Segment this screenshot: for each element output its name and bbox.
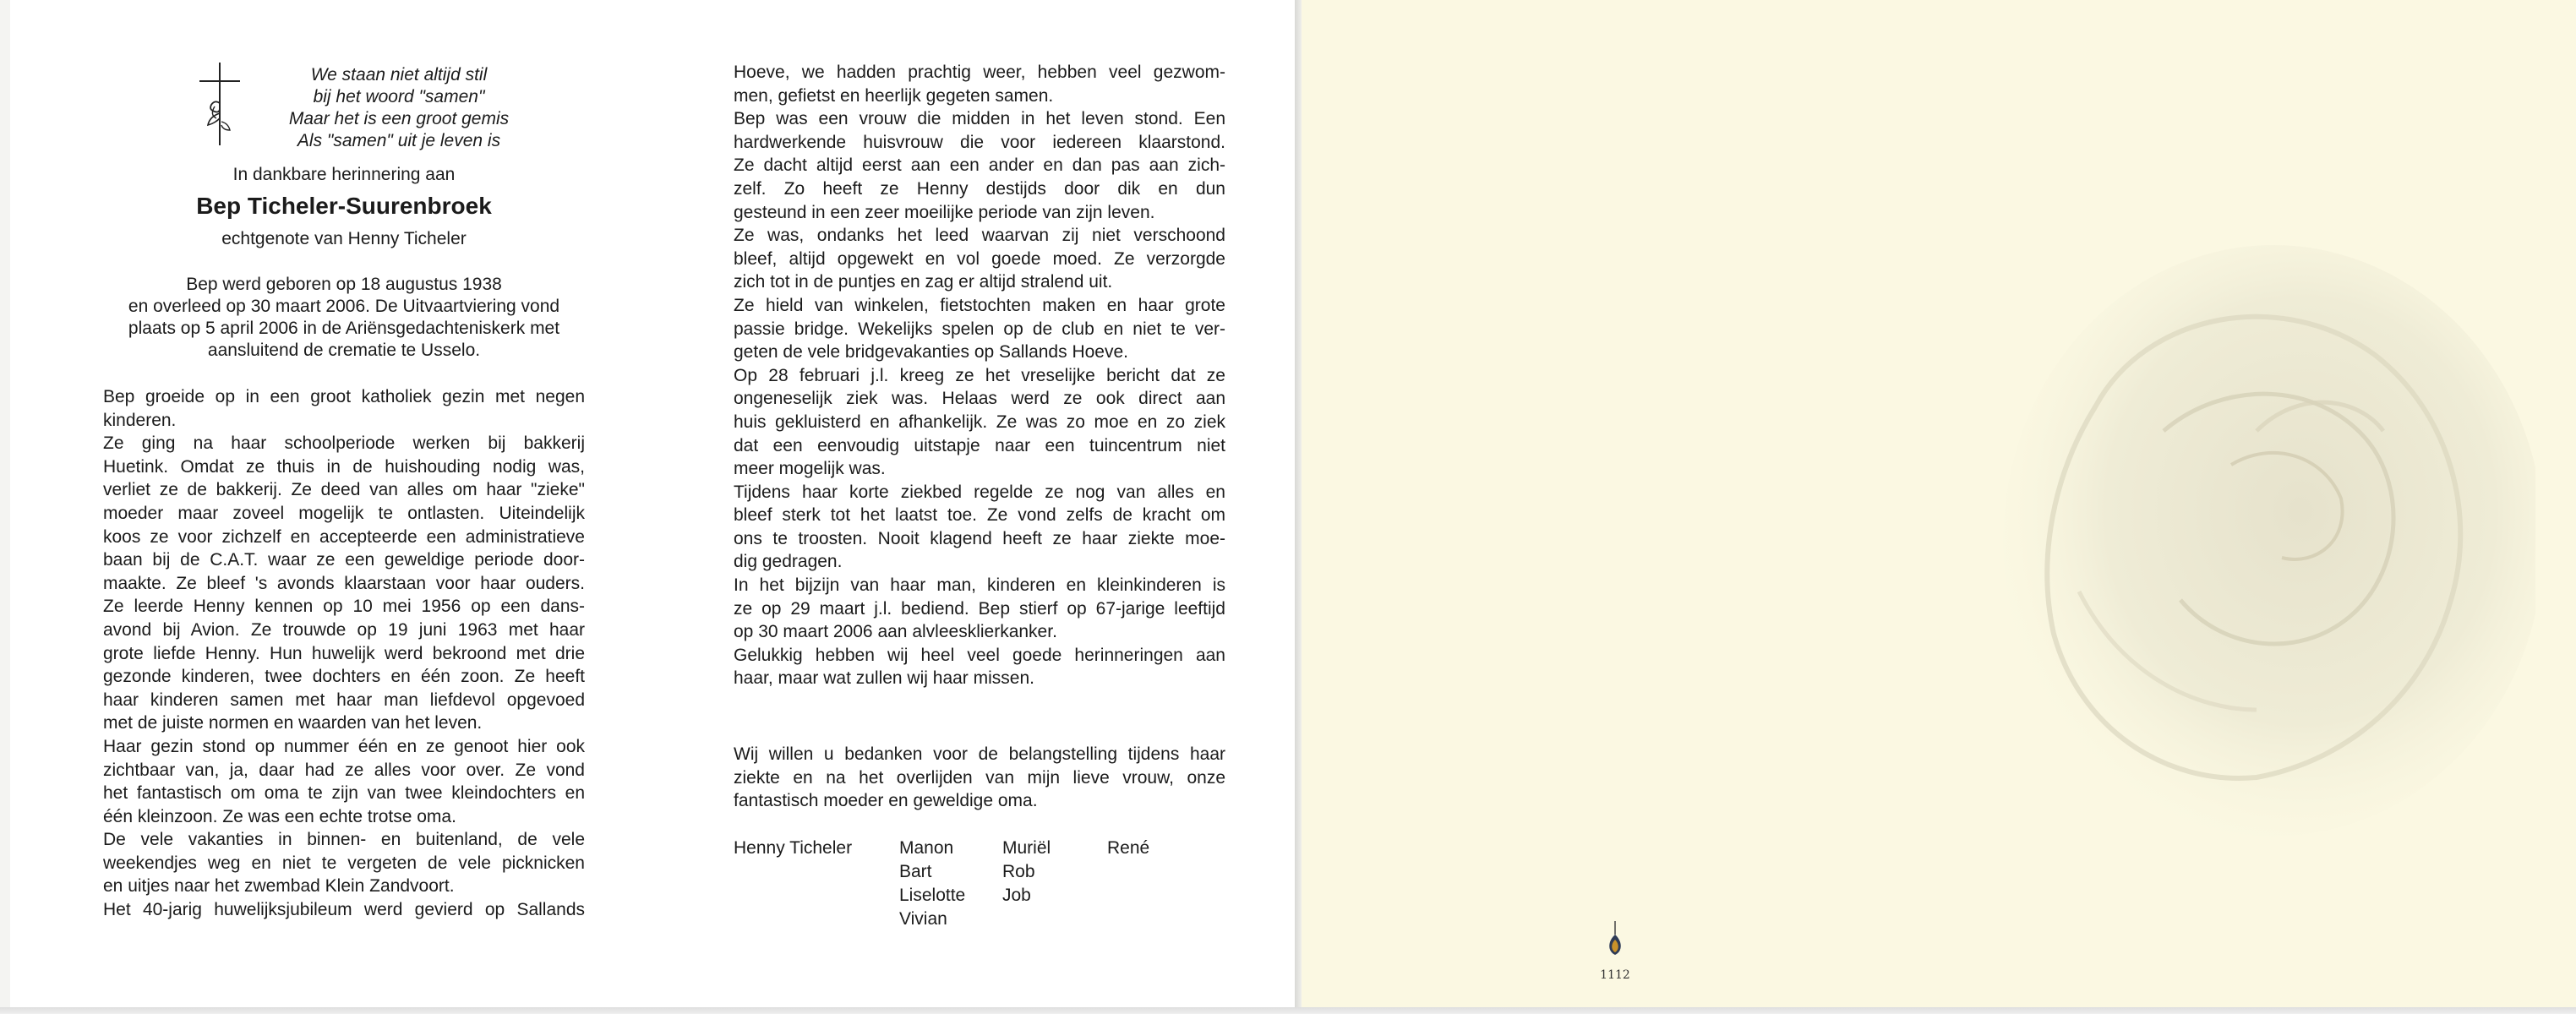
text-line: fantastisch moeder en geweldige oma. — [734, 791, 1038, 811]
family-name: Muriël — [1002, 837, 1051, 858]
poem-line: Als "samen" uit je leven is — [297, 131, 501, 150]
text-line: haar, maar wat zullen wij haar missen. — [734, 668, 1034, 689]
text-line: baan bij de C.A.T. waar ze een geweldige periode door- — [103, 550, 585, 570]
family-column — [1002, 837, 1051, 908]
deceased-name: Bep Ticheler-Suurenbroek — [196, 193, 492, 219]
text-line: gesteund in een zeer moeilijke periode van zijn leven. — [734, 202, 1155, 222]
text-line: koos ze voor zichzelf en accepteerde een administratieve — [103, 526, 585, 547]
text-line: en uitjes naar het zwembad Klein Zandvoort. — [103, 876, 455, 897]
poem — [272, 64, 526, 152]
family-name: Liselotte — [899, 885, 966, 905]
text-line: Ze hield van winkelen, fietstochten maken en haar grote — [734, 295, 1225, 315]
dates-line: plaats op 5 april 2006 in de Ariënsgedachteniskerk met — [128, 319, 560, 338]
text-line: met de juiste normen en waarden van het leven. — [103, 713, 483, 733]
text-line: maakte. Ze bleef 's avonds klaarstaan voor haar ouders. — [103, 573, 585, 593]
text-line: ons te troosten. Nooit klagend heeft ze haar ziekte moe- — [734, 528, 1225, 548]
header-block — [103, 61, 585, 154]
text-line: bleef sterk tot het laatst toe. Ze vond zelfs de kracht om — [734, 505, 1225, 526]
cross-with-rose-icon — [196, 63, 243, 147]
text-line: Huetink. Omdat ze thuis in de huishouding nodig was, — [103, 456, 585, 477]
card-bottom-shadow — [0, 1007, 2576, 1014]
intro-text: In dankbare herinnering aan — [232, 165, 456, 184]
text-line: bleef, altijd opgewekt en vol goede moed. Ze verzorgde — [734, 248, 1225, 269]
dates-line: Bep werd geboren op 18 augustus 1938 — [186, 275, 502, 294]
text-line: De vele vakanties in binnen- en buitenland, de vele — [103, 830, 585, 850]
text-line: hardwerkende huisvrouw die voor iedereen klaarstond. — [734, 132, 1225, 152]
text-line: meer mogelijk was. — [734, 459, 886, 479]
printer-number: 1112 — [1600, 968, 1630, 982]
text-line: In het bijzijn van haar man, kinderen en kleinkinderen is — [734, 575, 1225, 596]
dates-line: aansluitend de crematie te Usselo. — [207, 341, 481, 360]
text-line: gezonde kinderen, twee dochters en één zoon. Ze heeft — [103, 667, 585, 687]
text-line: moeder maar zoveel mogelijk te ontlasten. Uiteindelijk — [103, 503, 585, 523]
text-line: Gelukkig hebben wij heel veel goede herinneringen aan — [734, 645, 1225, 665]
text-line: passie bridge. Wekelijks spelen op de club en niet te ver- — [734, 319, 1225, 339]
family-column — [899, 837, 965, 931]
text-line: huis gekluisterd en afhankelijk. Ze was zo moe en zo ziek — [734, 412, 1225, 432]
text-line: kinderen. — [103, 410, 177, 430]
spouse-line: echtgenote van Henny Ticheler — [221, 229, 467, 248]
text-line: avond bij Avion. Ze trouwde op 19 juni 1963 met haar — [103, 619, 585, 640]
family-name: Job — [1002, 885, 1031, 905]
text-line: Ze ging na haar schoolperiode werken bij bakkerij — [103, 433, 585, 454]
thank-you-text — [734, 743, 1225, 813]
family-name: Henny Ticheler — [734, 837, 853, 858]
text-line: Het 40-jarig huwelijksjubileum werd gevierd op Sallands — [103, 900, 585, 920]
text-line: grote liefde Henny. Hun huwelijk werd bekroond met drie — [103, 643, 585, 663]
memorial-text-column-right — [734, 61, 1225, 938]
text-line: Tijdens haar korte ziekbed regelde ze nog van alles en — [734, 482, 1225, 502]
text-line: Ze was, ondanks het leed waarvan zij niet verschoond — [734, 226, 1225, 246]
text-line: zichtbaar van, ja, daar had ze alles voor over. Ze vond — [103, 760, 585, 780]
text-line: het fantastisch om oma te zijn van twee kleindochters en — [103, 783, 585, 804]
poem-line: We staan niet altijd stil — [310, 65, 488, 84]
biography-text-right — [734, 61, 1225, 690]
text-line: geten de vele bridgevakanties op Sallands Hoeve. — [734, 342, 1128, 363]
family-signatures — [734, 837, 1225, 938]
text-line: Wij willen u bedanken voor de belangstelling tijdens haar — [734, 744, 1225, 765]
text-line: haar kinderen samen met haar man liefdevol opgevoed — [103, 690, 585, 710]
family-name: Vivian — [899, 908, 947, 929]
text-line: weekendjes weg en niet te vergeten de vele picknicken — [103, 853, 585, 873]
text-line: Haar gezin stond op nummer één en ze genoot hier ook — [103, 736, 585, 756]
text-line: verliet ze de bakkerij. Ze deed van alles om haar "zieke" — [103, 480, 585, 500]
family-name: René — [1107, 837, 1150, 858]
family-column — [1107, 837, 1149, 860]
text-line: Bep was een vrouw die midden in het leven stond. Een — [734, 109, 1225, 129]
text-line: Op 28 februari j.l. kreeg ze het vreselijke bericht dat ze — [734, 365, 1225, 385]
text-line: dig gedragen. — [734, 552, 843, 572]
memorial-text-column-left — [103, 61, 585, 922]
biography-text-left — [103, 385, 585, 922]
text-line: zelf. Zo heeft ze Henny destijds door dik en dun — [734, 178, 1225, 199]
text-line: ziekte en na het overlijden van mijn lieve vrouw, onze — [734, 767, 1225, 788]
text-line: ze op 29 maart j.l. bediend. Bep stierf op 67-jarige leeftijd — [734, 598, 1225, 619]
text-line: Bep groeide op in een groot katholiek gezin met negen — [103, 387, 585, 406]
poem-line: Maar het is een groot gemis — [288, 109, 510, 128]
card-fold — [1295, 0, 1302, 1014]
dates-block — [103, 274, 585, 362]
text-line: ongeneselijk ziek was. Helaas werd ze ook direct aan — [734, 389, 1225, 409]
text-line: zich tot in de puntjes en zag er altijd stralend uit. — [734, 272, 1113, 292]
poem-line: bij het woord "samen" — [313, 87, 485, 106]
family-name: Bart — [899, 861, 932, 881]
family-name: Rob — [1002, 861, 1035, 881]
text-line: Hoeve, we hadden prachtig weer, hebben veel gezwom- — [734, 63, 1225, 82]
text-line: Ze leerde Henny kennen op 10 mei 1956 op een dans- — [103, 597, 585, 617]
text-line: dat een eenvoudig uitstapje naar een tuincentrum niet — [734, 435, 1225, 455]
printer-logo-icon — [1602, 921, 1628, 963]
text-line: Ze dacht altijd eerst aan een ander en dan pas aan zich- — [734, 155, 1225, 176]
family-name: Manon — [899, 837, 954, 858]
text-line: men, gefietst en heerlijk gegeten samen. — [734, 85, 1054, 106]
family-column — [734, 837, 852, 860]
text-line: op 30 maart 2006 aan alvleesklierkanker. — [734, 622, 1057, 642]
faint-rose-image — [1978, 237, 2535, 845]
dates-line: en overleed op 30 maart 2006. De Uitvaartviering vond — [128, 297, 560, 316]
text-line: één kleinzoon. Ze was een echte trotse oma. — [103, 806, 456, 826]
